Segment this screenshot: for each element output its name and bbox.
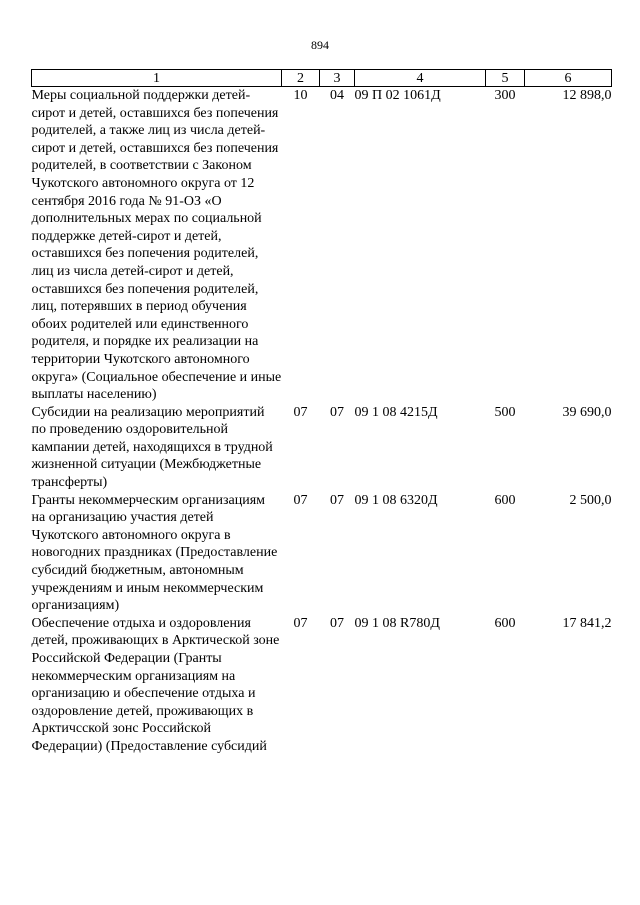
row-subsection: 04: [330, 88, 344, 103]
row-amount: 2 500,0: [569, 492, 612, 508]
header-col-1: 1: [32, 70, 282, 87]
row-description: Обеспечение отдыха и оздоровления детей, проживающих в Арктической зоне Российской Федерации (Гранты некоммерческим организациям на организацию и обеспечение отдыха и оздоровление детей, проживающих в Арктичсской зонс Российской Федерации) (Предоставление субсидий: [31, 615, 280, 754]
row-target-code: 09 1 08 4215Д: [354, 404, 438, 420]
row-amount: 39 690,0: [562, 404, 612, 420]
row-section: 07: [293, 492, 308, 508]
row-section: 10: [293, 88, 308, 103]
row-description: Меры социальной поддержки детей-сирот и детей, оставшихся без попечения родителей, а также лиц из числа детей-сирот и детей, оставшихся без попечения родителей, в соответствии с Законом Чукотского автономного округа от 12 сентября 2016 года № 91-ОЗ «О дополнительных мерах по социальной поддержке детей-сирот и детей, оставшихся без попечения родителей, лиц из числа детей-сирот и детей, оставшихся без попечения родителей, лиц, потерявших в период обучения обоих родителей или единственного родителя, и порядке их реализации на территории Чукотского автономного округа» (Социальное обеспечение и иные выплаты населению): [31, 88, 282, 403]
row-expense-type: 300: [494, 88, 516, 103]
row-section: 07: [293, 615, 308, 631]
row-expense-type: 600: [494, 492, 516, 508]
table-row: [32, 87, 612, 404]
row-subsection: 07: [330, 492, 344, 508]
row-section: 07: [293, 404, 308, 420]
row-amount: 17 841,2: [562, 615, 612, 631]
row-target-code: 09 П 02 1061Д: [354, 88, 441, 103]
row-expense-type: 600: [494, 615, 516, 631]
table-row: [32, 615, 612, 756]
header-col-4: 4: [355, 70, 486, 87]
row-expense-type: 500: [494, 404, 516, 420]
header-col-2: 2: [282, 70, 320, 87]
header-col-6: 6: [525, 70, 612, 87]
row-description: Гранты некоммерческим организациям на организацию участия детей Чукотского автономного округа в новогодних праздниках (Предоставление субсидий бюджетным, автономным учреждениям и иным некоммерческим организациям): [31, 492, 278, 614]
row-amount: 12 898,0: [562, 88, 612, 103]
budget-table: [31, 69, 612, 756]
table-row: [32, 492, 612, 615]
header-col-5: 5: [486, 70, 525, 87]
page-number: 894: [311, 38, 329, 52]
row-subsection: 07: [330, 615, 344, 631]
table-header-row: [32, 70, 612, 87]
row-target-code: 09 1 08 6320Д: [354, 492, 438, 508]
row-subsection: 07: [330, 404, 344, 420]
row-description: Субсидии на реализацию мероприятий по проведению оздоровительной кампании детей, находящихся в трудной жизненной ситуации (Межбюджетные трансферты): [31, 404, 273, 491]
row-target-code: 09 1 08 R780Д: [354, 615, 440, 631]
header-col-3: 3: [320, 70, 355, 87]
table-row: [32, 404, 612, 492]
